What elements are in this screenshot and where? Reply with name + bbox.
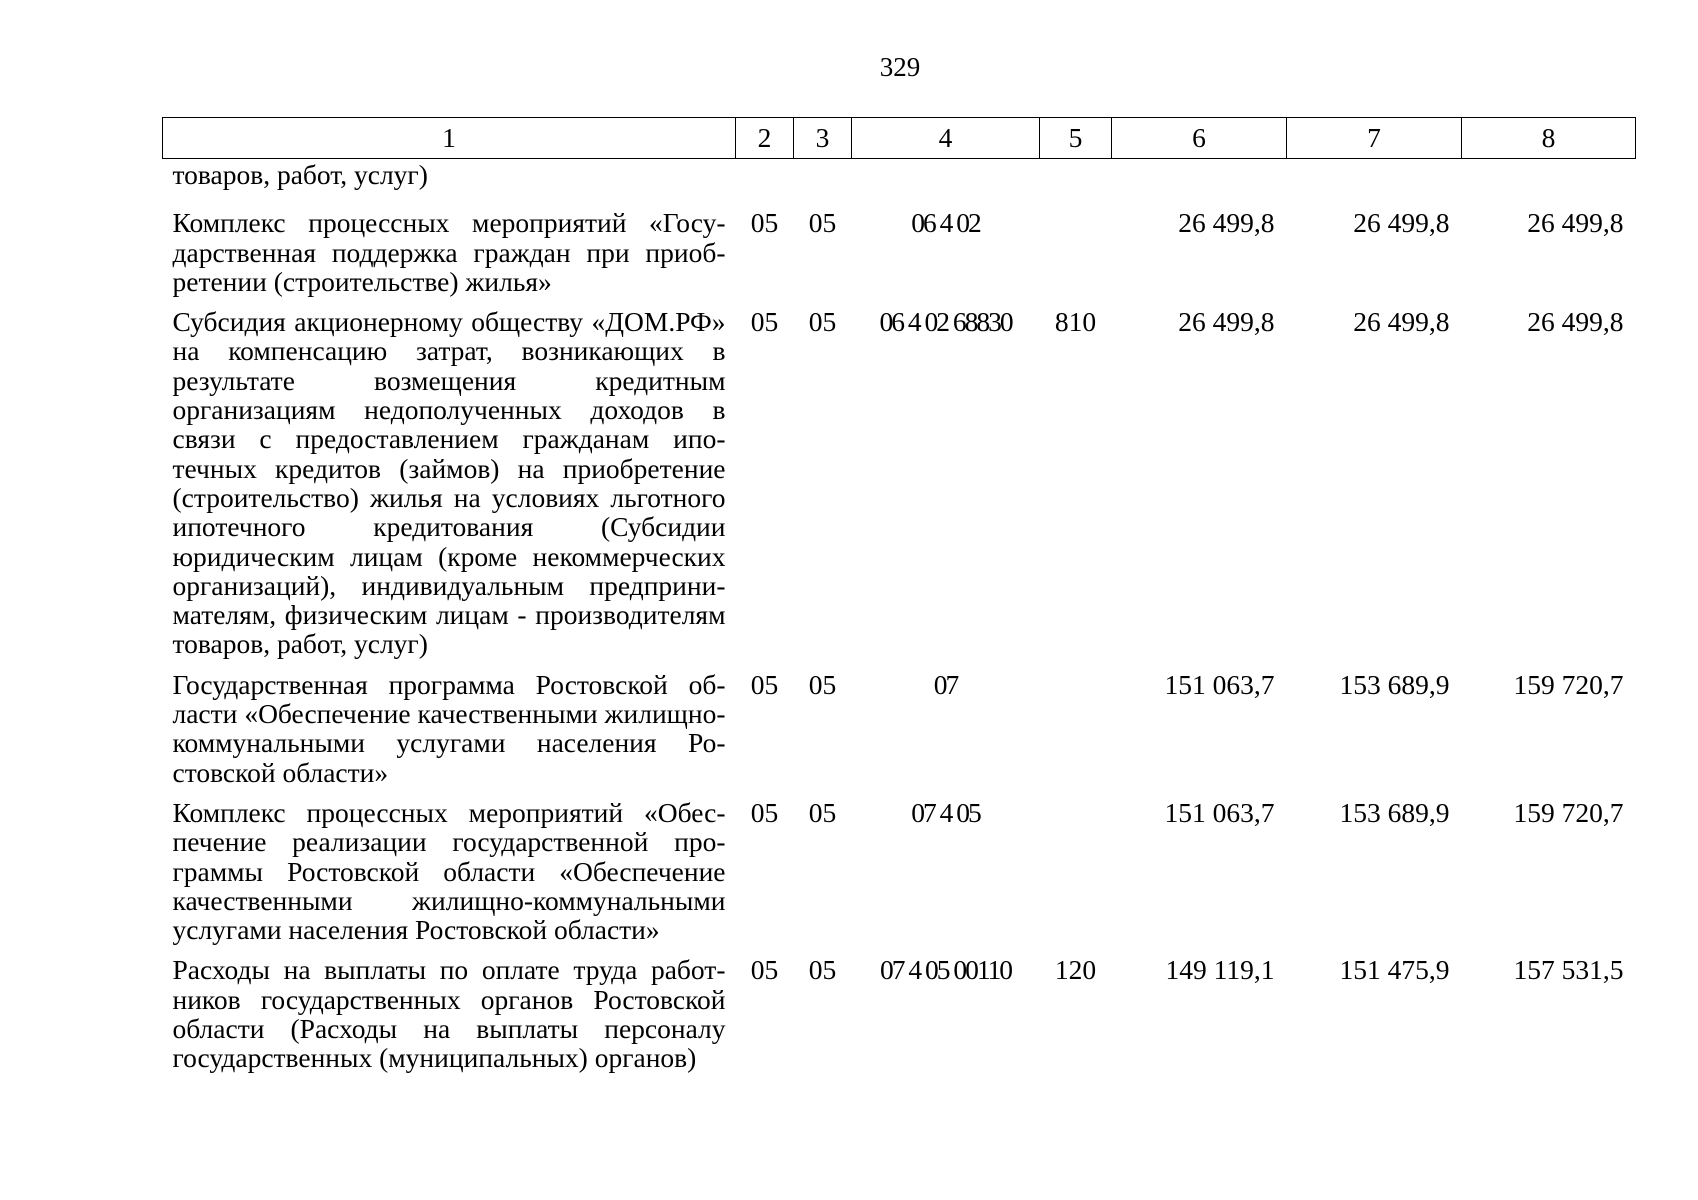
column-header-5: 5 bbox=[1040, 118, 1112, 159]
column-header-3: 3 bbox=[794, 118, 852, 159]
row-csr: 06 4 02 68830 bbox=[879, 306, 1012, 338]
row-pr: 05 bbox=[808, 796, 837, 828]
row-rz: 05 bbox=[750, 668, 779, 700]
row-sum-1: 26 499,8 bbox=[1178, 306, 1275, 338]
row-sum-3: 26 499,8 bbox=[1527, 207, 1624, 239]
page-number: 329 bbox=[879, 52, 921, 82]
continuation-text: товаров, работ, услуг) bbox=[172, 159, 428, 190]
table-row bbox=[163, 955, 1636, 1083]
row-name: Субсидия акционерному обществу «ДОМ.РФ» на компенсацию затрат, возникающих в результате возмещения кредитным организациям недополученных доходов в связи с предоставлением гражданам ипотечных кредитов (займов) на приобретение (строительство) жилья на условиях льготного ипотечного кредитования (Субсидии юридическим лицам (кроме некоммерческих организаций), индивидуальным предпринимателям, физическим лицам - производителям товаров, работ, услуг) bbox=[172, 306, 726, 660]
row-vr bbox=[1040, 208, 1112, 307]
row-rz: 05 bbox=[750, 796, 779, 828]
row-pr: 05 bbox=[808, 207, 837, 239]
row-sum-2: 153 689,9 bbox=[1339, 668, 1450, 700]
row-name: Государственная программа Ростовской области «Обеспечение качественными жилищно-коммунальными услугами населения Ростовской области» bbox=[172, 668, 726, 788]
row-rz: 05 bbox=[750, 306, 779, 338]
header-row bbox=[163, 118, 1636, 159]
row-vr bbox=[1040, 670, 1112, 798]
row-csr: 07 4 05 bbox=[911, 796, 980, 828]
row-name: Комплекс процессных мероприятий «Государственная поддержка граждан при приобретении (строительстве) жилья» bbox=[172, 207, 726, 297]
row-csr: 06 4 02 bbox=[911, 207, 980, 239]
row-sum-3: 159 720,7 bbox=[1513, 796, 1624, 828]
budget-table bbox=[162, 117, 1636, 1084]
row-vr: 120 bbox=[1054, 954, 1097, 986]
row-csr: 07 4 05 00110 bbox=[879, 954, 1012, 986]
column-header-1: 1 bbox=[163, 118, 736, 159]
row-sum-3: 159 720,7 bbox=[1513, 668, 1624, 700]
row-csr: 07 bbox=[933, 668, 958, 700]
table-body bbox=[163, 159, 1636, 1084]
row-sum-1: 151 063,7 bbox=[1164, 796, 1275, 828]
row-sum-2: 26 499,8 bbox=[1353, 207, 1450, 239]
row-vr: 810 bbox=[1054, 306, 1097, 338]
row-sum-2: 26 499,8 bbox=[1353, 306, 1450, 338]
table-row bbox=[163, 670, 1636, 798]
row-rz: 05 bbox=[750, 954, 779, 986]
row-sum-2: 151 475,9 bbox=[1339, 954, 1450, 986]
table-row bbox=[163, 307, 1636, 670]
row-vr bbox=[1040, 798, 1112, 955]
row-sum-3: 26 499,8 bbox=[1527, 306, 1624, 338]
row-name: Комплекс процессных мероприятий «Обеспечение реализации государственной программы Ростовской области «Обеспечение качественными жилищно-коммунальными услугами населения Ростовской области» bbox=[172, 796, 726, 946]
table-header bbox=[163, 118, 1636, 159]
row-sum-3: 157 531,5 bbox=[1513, 954, 1624, 986]
row-pr: 05 bbox=[808, 306, 837, 338]
row-pr: 05 bbox=[808, 668, 837, 700]
row-sum-1: 149 119,1 bbox=[1165, 954, 1275, 986]
row-pr: 05 bbox=[808, 954, 837, 986]
column-header-4: 4 bbox=[852, 118, 1040, 159]
column-header-7: 7 bbox=[1287, 118, 1462, 159]
row-rz: 05 bbox=[750, 207, 779, 239]
row-name: Расходы на выплаты по оплате труда работников государственных органов Ростовской области (Расходы на выплаты персоналу государственных (муниципальных) органов) bbox=[172, 954, 726, 1074]
column-header-6: 6 bbox=[1112, 118, 1287, 159]
column-header-8: 8 bbox=[1462, 118, 1636, 159]
row-sum-1: 26 499,8 bbox=[1178, 207, 1275, 239]
table-row bbox=[163, 798, 1636, 955]
column-header-2: 2 bbox=[736, 118, 794, 159]
row-sum-1: 151 063,7 bbox=[1164, 668, 1275, 700]
continuation-row bbox=[163, 159, 1636, 209]
table-row bbox=[163, 208, 1636, 307]
row-sum-2: 153 689,9 bbox=[1339, 796, 1450, 828]
